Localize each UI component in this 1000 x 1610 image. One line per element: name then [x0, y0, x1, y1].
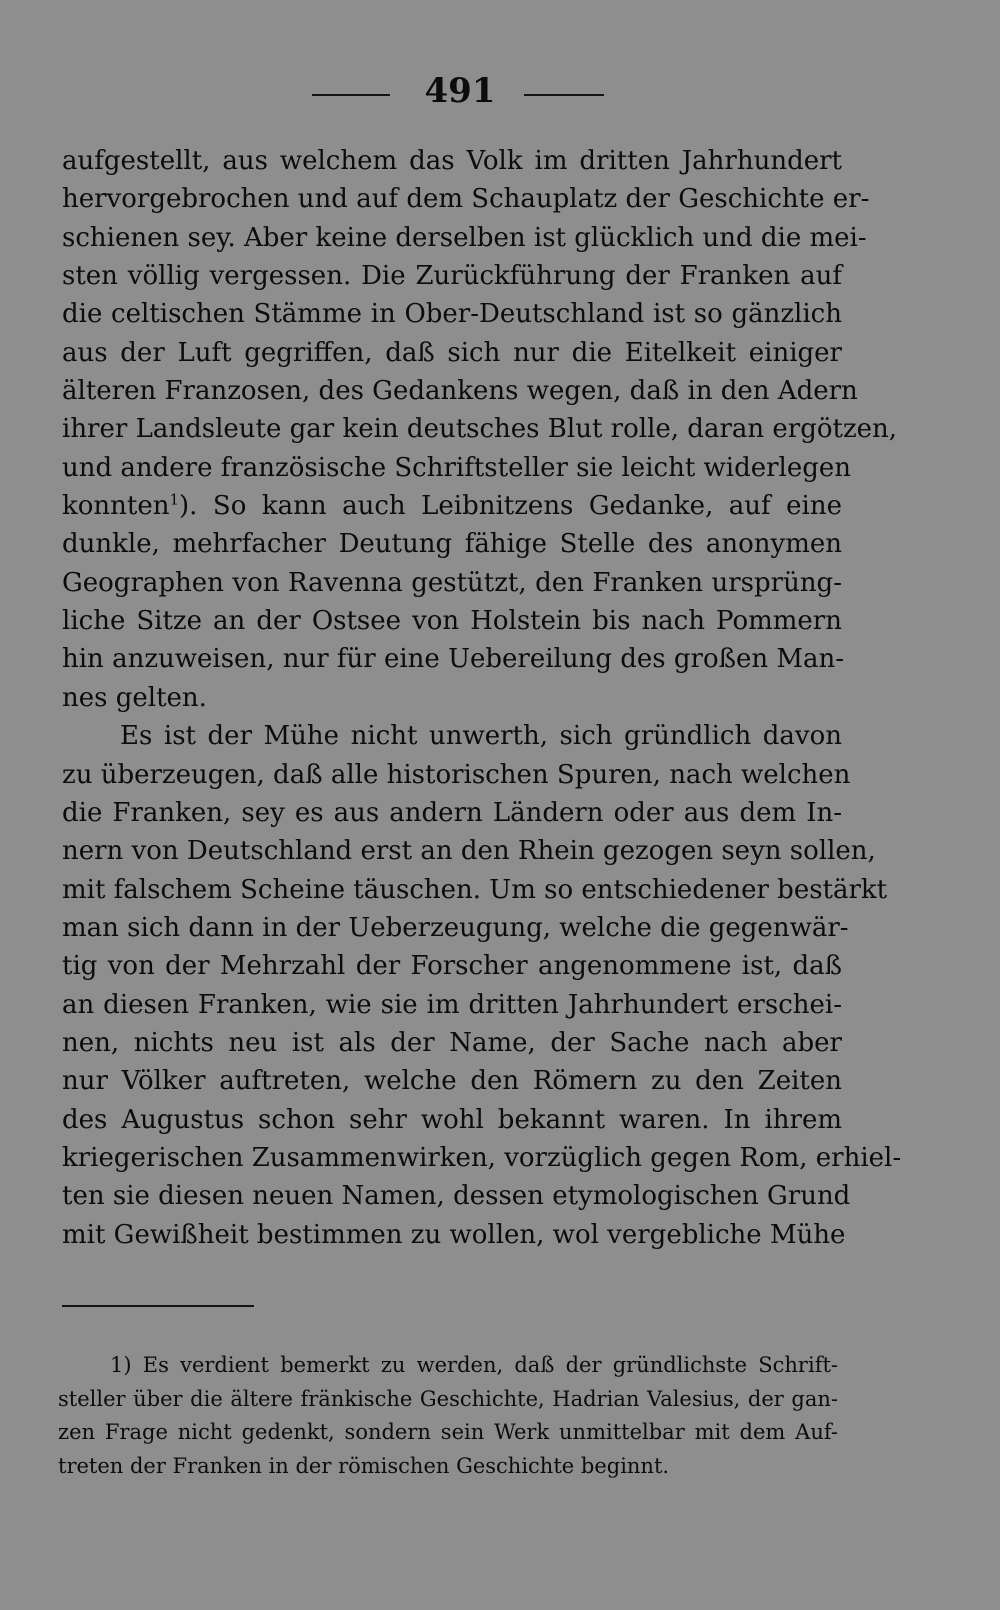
paragraph-start-line: Es ist der Mühe nicht unwerth, sich gründlich davon	[120, 721, 842, 752]
text-line: mit falschem Scheine täuschen. Um so entschiedener bestärkt	[62, 874, 888, 905]
text-line: man sich dann in der Ueberzeugung, welche die gegenwär-	[62, 912, 849, 943]
text-line: die celtischen Stämme in Ober-Deutschland ist so gänzlich	[62, 299, 842, 330]
text-line: und andere französische Schriftsteller sie leicht widerlegen	[62, 452, 852, 483]
header-rule-right	[524, 94, 604, 96]
text-line: hervorgebrochen und auf dem Schauplatz der Geschichte er-	[62, 184, 870, 215]
text-line: liche Sitze an der Ostsee von Holstein bis nach Pommern	[62, 606, 842, 637]
text-line: schienen sey. Aber keine derselben ist glücklich und die mei-	[62, 222, 867, 253]
text-line: aus der Luft gegriffen, daß sich nur die Eitelkeit einiger	[62, 337, 842, 368]
text-line: nes gelten.	[62, 682, 207, 713]
header-rule-left	[312, 94, 390, 96]
text-line: mit Gewißheit bestimmen zu wollen, wol vergebliche Mühe	[62, 1219, 846, 1250]
text-line: des Augustus schon sehr wohl bekannt waren. In ihrem	[62, 1104, 842, 1135]
text-line: zu überzeugen, daß alle historischen Spuren, nach welchen	[62, 759, 851, 790]
text-line: dunkle, mehrfacher Deutung fähige Stelle des anonymen	[62, 529, 842, 560]
text-line: aufgestellt, aus welchem das Volk im dritten Jahrhundert	[62, 146, 842, 176]
text-line: älteren Franzosen, des Gedankens wegen, daß in den Adern	[62, 376, 858, 407]
page-number: 491	[424, 71, 496, 111]
footnote-line: steller über die ältere fränkische Geschichte, Hadrian Valesius, der gan-	[58, 1386, 838, 1411]
text-line: an diesen Franken, wie sie im dritten Jahrhundert erschei-	[62, 989, 842, 1020]
text-line: tig von der Mehrzahl der Forscher angenommene ist, daß	[62, 951, 842, 982]
footnote-line: zen Frage nicht gedenkt, sondern sein Werk unmittelbar mit dem Auf-	[58, 1420, 838, 1444]
footnote-ref-marker: 1	[169, 490, 180, 509]
text-fragment: ). So kann auch Leibnitzens Gedanke, auf eine	[179, 491, 842, 522]
body-text	[62, 142, 902, 1254]
text-line: nen, nichts neu ist als der Name, der Sache nach aber	[62, 1027, 842, 1058]
text-line: nur Völker auftreten, welche den Römern zu den Zeiten	[62, 1066, 842, 1097]
text-line: die Franken, sey es aus andern Ländern oder aus dem In-	[62, 797, 842, 828]
footnote-line: 1) Es verdient bemerkt zu werden, daß der gründlichste Schrift-	[110, 1353, 838, 1377]
text-line: nern von Deutschland erst an den Rhein gezogen seyn sollen,	[62, 836, 876, 867]
text-fragment: konnten	[62, 491, 170, 522]
text-line: Geographen von Ravenna gestützt, den Franken ursprüng-	[62, 567, 842, 598]
page-header	[0, 66, 1000, 116]
text-line: ihrer Landsleute gar kein deutsches Blut rolle, daran ergötzen,	[62, 414, 898, 445]
footnote-line: treten der Franken in der römischen Geschichte beginnt.	[58, 1453, 670, 1478]
text-line: hin anzuweisen, nur für eine Uebereilung des großen Man-	[62, 644, 845, 675]
text-line-with-footnote-ref	[62, 487, 842, 525]
footnotes	[58, 1349, 838, 1483]
text-line: ten sie diesen neuen Namen, dessen etymologischen Grund	[62, 1181, 851, 1212]
footnote-divider	[62, 1305, 254, 1307]
text-line: kriegerischen Zusammenwirken, vorzüglich gegen Rom, erhiel-	[62, 1142, 902, 1173]
text-line: sten völlig vergessen. Die Zurückführung der Franken auf	[62, 261, 842, 292]
